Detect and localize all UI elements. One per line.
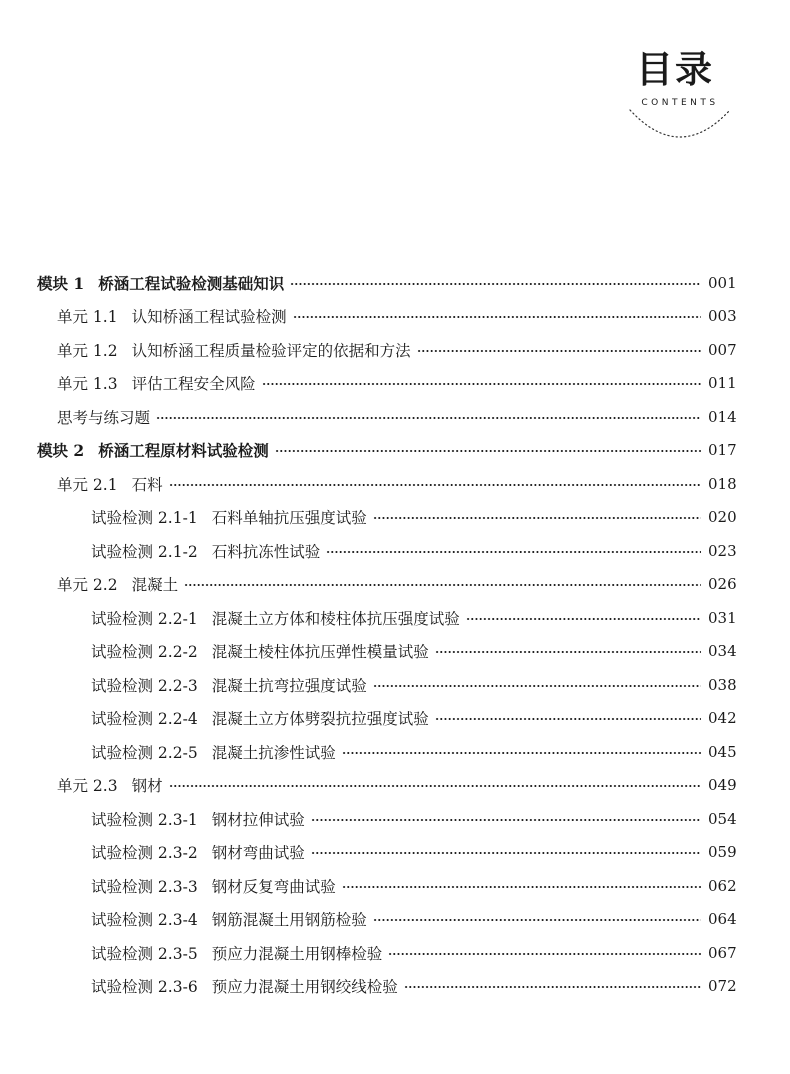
toc-entry[interactable] [0,903,790,937]
toc-entry[interactable] [0,869,790,903]
toc-entry-number: 试验检测 2.3-2 [91,844,198,863]
toc-entry-label [37,272,284,294]
toc-entry-number: 试验检测 2.3-6 [91,978,198,997]
toc-entry-label [37,439,269,461]
toc-entry-label [91,908,367,930]
toc-entry-number: 试验检测 2.1-1 [91,509,198,528]
toc-entry-page: 003 [708,307,737,326]
toc-entry-number: 试验检测 2.1-2 [91,542,198,561]
toc-entry-label [91,607,460,629]
dot-leader [156,417,701,419]
toc-entry-title: 钢材反复弯曲试验 [211,877,336,896]
toc-header [620,48,740,158]
toc-entry-page: 007 [708,340,737,359]
toc-entry-label [91,808,305,830]
toc-entry-label [57,372,256,394]
toc-entry-label [91,841,305,863]
toc-entry-label [91,707,429,729]
toc-entry-number: 试验检测 2.3-3 [91,877,198,896]
toc-entry[interactable] [0,534,790,568]
toc-entry-number: 试验检测 2.3-5 [91,944,198,963]
toc-entry-title: 钢材弯曲试验 [211,844,305,863]
toc-entry-label [91,741,336,763]
toc-entry[interactable] [0,702,790,736]
toc-entry-page: 045 [708,742,737,761]
toc-entry-number: 试验检测 2.3-4 [91,911,198,930]
toc-entry-number: 模块 2 [37,441,85,461]
toc-entry-page: 011 [708,374,737,393]
toc-entry-number: 单元 1.2 [57,341,118,360]
toc-entry-title: 混凝土立方体劈裂抗拉强度试验 [211,710,429,729]
toc-entry[interactable] [0,970,790,1004]
toc-entry[interactable] [0,936,790,970]
dot-leader [373,517,701,519]
toc-entry-page: 042 [708,709,737,728]
dot-leader [435,718,701,720]
toc-entry[interactable] [0,266,790,300]
toc-entry-label [91,640,429,662]
toc-entry-title: 预应力混凝土用钢棒检验 [211,944,383,963]
toc-entry[interactable] [0,668,790,702]
toc-entry-page: 049 [708,776,737,795]
toc-entry-title: 桥涵工程试验检测基础知识 [98,273,285,293]
toc-entry-number: 单元 1.3 [57,375,118,394]
toc-entry[interactable] [0,635,790,669]
toc-entry-label [57,305,287,327]
toc-entry-page: 031 [708,608,737,627]
toc-entry[interactable] [0,769,790,803]
toc-entry-page: 034 [708,642,737,661]
toc-entry-title: 石料单轴抗压强度试验 [211,509,367,528]
toc-entry-number: 试验检测 2.2-1 [91,609,198,628]
toc-entry-number: 试验检测 2.2-3 [91,676,198,695]
toc-entry-page: 064 [708,910,737,929]
dot-leader [435,651,701,653]
toc-entry[interactable] [0,367,790,401]
toc-entry-page: 072 [708,977,737,996]
toc-entry-label [57,339,411,361]
toc-entry-title: 思考与练习题 [57,408,151,427]
toc-entry-label [91,875,336,897]
dot-leader [293,316,701,318]
toc-entry-page: 038 [708,675,737,694]
toc-entry-page: 062 [708,876,737,895]
toc-entry-title: 石料抗冻性试验 [211,542,321,561]
table-of-contents [0,266,790,1003]
dot-leader [342,886,701,888]
toc-entry-title: 混凝土抗渗性试验 [211,743,336,762]
toc-entry-number: 试验检测 2.2-2 [91,643,198,662]
dot-leader [184,584,701,586]
toc-entry-title: 混凝土棱柱体抗压弹性模量试验 [211,643,429,662]
toc-entry-label [57,573,178,595]
toc-entry-number: 模块 1 [37,273,85,293]
toc-entry[interactable] [0,333,790,367]
toc-entry-title: 钢筋混凝土用钢筋检验 [211,911,367,930]
dot-leader [275,450,701,452]
dot-leader [290,283,701,285]
toc-entry-page: 001 [708,273,737,292]
page-title: 目录 [636,48,714,91]
toc-entry-number: 单元 2.3 [57,777,118,796]
toc-entry-number: 试验检测 2.2-4 [91,710,198,729]
toc-entry-title: 石料 [131,475,163,494]
dot-leader [311,852,701,854]
toc-entry[interactable] [0,601,790,635]
toc-entry-number: 单元 2.2 [57,576,118,595]
dot-leader [373,685,701,687]
toc-entry-page: 023 [708,541,737,560]
dot-leader [417,350,701,352]
toc-entry-title: 认知桥涵工程质量检验评定的依据和方法 [131,341,411,360]
toc-entry-label [91,540,320,562]
toc-entry[interactable] [0,300,790,334]
toc-entry[interactable] [0,735,790,769]
toc-entry-title: 评估工程安全风险 [131,375,256,394]
toc-entry-page: 054 [708,809,737,828]
dot-leader [342,752,701,754]
toc-entry-page: 026 [708,575,737,594]
toc-entry-page: 067 [708,943,737,962]
toc-entry-label [57,473,163,495]
dot-leader [466,618,701,620]
toc-entry[interactable] [0,467,790,501]
dot-leader [373,919,701,921]
toc-entry-title: 预应力混凝土用钢绞线检验 [211,978,398,997]
toc-entry[interactable] [0,434,790,468]
dot-leader [311,819,701,821]
toc-entry[interactable] [0,501,790,535]
toc-entry-number: 单元 2.1 [57,475,118,494]
toc-entry-title: 混凝土立方体和棱柱体抗压强度试验 [211,609,460,628]
toc-entry-label [91,975,398,997]
dot-leader [262,383,701,385]
toc-entry-page: 059 [708,843,737,862]
toc-entry-title: 钢材拉伸试验 [211,810,305,829]
dot-leader [326,551,701,553]
toc-entry[interactable] [0,400,790,434]
dotted-arc-ornament [628,104,732,144]
toc-entry-label [91,674,367,696]
dot-leader [169,785,701,787]
toc-entry-number: 单元 1.1 [57,308,118,327]
toc-entry[interactable] [0,568,790,602]
toc-entry-title: 钢材 [131,777,163,796]
toc-entry-page: 017 [708,441,737,460]
toc-entry-label [57,774,163,796]
toc-entry-label [57,406,150,428]
toc-entry-page: 020 [708,508,737,527]
dot-leader [404,986,701,988]
toc-entry-number: 试验检测 2.3-1 [91,810,198,829]
toc-entry[interactable] [0,836,790,870]
toc-entry-page: 018 [708,474,737,493]
toc-entry[interactable] [0,802,790,836]
page-subtitle: CONTENTS [641,98,719,108]
toc-entry-title: 混凝土抗弯拉强度试验 [211,676,367,695]
toc-entry-page: 014 [708,407,737,426]
dot-leader [169,484,701,486]
toc-entry-title: 认知桥涵工程试验检测 [131,308,287,327]
dot-leader [388,953,701,955]
toc-entry-label [91,942,382,964]
toc-entry-number: 试验检测 2.2-5 [91,743,198,762]
toc-entry-label [91,506,367,528]
toc-entry-title: 桥涵工程原材料试验检测 [98,441,269,461]
toc-entry-title: 混凝土 [131,576,179,595]
